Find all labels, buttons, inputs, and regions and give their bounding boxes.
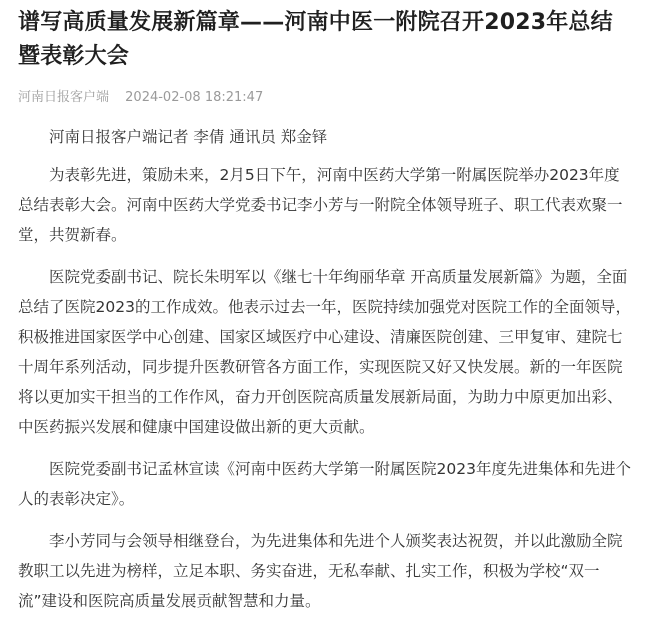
article-paragraph: 为表彰先进，策励未来，2月5日下午，河南中医药大学第一附属医院举办2023年度总结表彰大会。河南中医药大学党委书记李小芳与一附院全体领导班子、职工代表欢聚一堂，共贺新春。 xyxy=(18,166,623,244)
article-paragraph: 李小芳同与会领导相继登台，为先进集体和先进个人颁奖表达祝贺，并以此激励全院教职工以先进为榜样，立足本职、务实奋进，无私奉献、扎实工作，积极为学校“双一流”建设和医院高质量发展贡献智慧和力量。 xyxy=(18,532,623,610)
article-title: 谱写高质量发展新篇章——河南中医一附院召开2023年总结暨表彰大会 xyxy=(18,10,613,69)
article-meta xyxy=(18,88,632,108)
article-source[interactable]: 河南日报客户端 xyxy=(18,90,110,105)
article-paragraph: 医院党委副书记孟林宣读《河南中医药大学第一附属医院2023年度先进集体和先进个人的表彰决定》。 xyxy=(18,460,631,508)
article-timestamp: 2024-02-08 18:21:47 xyxy=(125,90,264,105)
article-body xyxy=(18,122,632,616)
article-paragraph: 医院党委副书记、院长朱明军以《继七十年绚丽华章 开高质量发展新篇》为题，全面总结了医院2023的工作成效。他表示过去一年，医院持续加强党对医院工作的全面领导，积极推进国家医学中心创建、国家区域医疗中心建设、清廉医院创建、三甲复审、建院七十周年系列活动，同步提升医教研管各方面工作，实现医院又好又快发展。新的一年医院将以更加实干担当的工作作风，奋力开创医院高质量发展新局面，为助力中原更加出彩、中医药振兴发展和健康中国建设做出新的更大贡献。 xyxy=(18,268,631,436)
article-byline: 河南日报客户端记者 李倩 通讯员 郑金铎 xyxy=(49,128,328,146)
